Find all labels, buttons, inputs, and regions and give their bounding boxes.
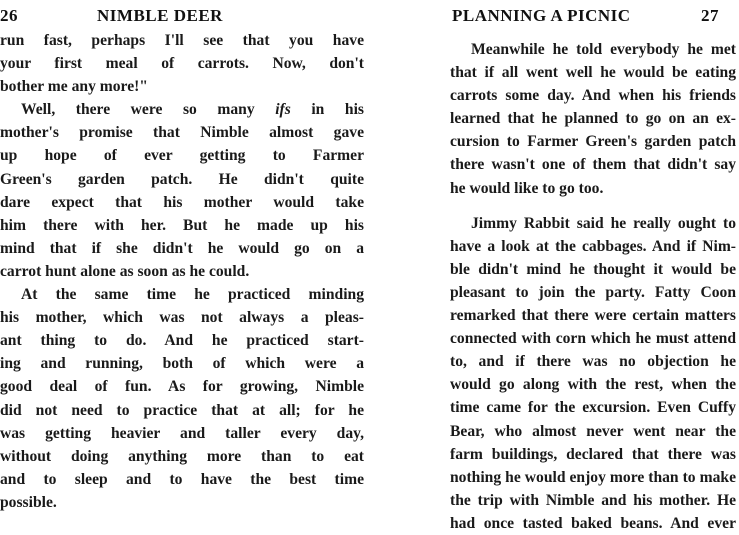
text-line: [0, 191, 364, 214]
text-line: [450, 512, 736, 535]
text-line: [450, 281, 736, 304]
text-segment: Jimmy Rabbit said he really ought to: [471, 214, 736, 232]
page-number: 26: [0, 6, 18, 25]
text-segment: nothing he would enjoy more than to make: [450, 468, 736, 486]
text-line: [0, 52, 364, 75]
text-segment: carrot hunt alone as soon as he could.: [0, 262, 250, 280]
text-segment: there wasn't one of them that didn't say: [450, 156, 736, 174]
text-segment: to, and if there was no objection he: [450, 353, 736, 371]
text-segment: Bear, who almost never went near the: [450, 422, 736, 440]
text-segment: At the same time he practiced minding: [21, 286, 364, 304]
text-line: [450, 61, 736, 84]
text-line: [450, 327, 736, 350]
text-segment: up hope of ever getting to Farmer: [0, 147, 364, 165]
text-segment: that if all went well he would be eating: [450, 64, 736, 82]
text-segment: mother's promise that Nimble almost gave: [0, 124, 364, 142]
body-text: [0, 29, 364, 514]
text-segment: dare expect that his mother would take: [0, 193, 364, 211]
text-segment: carrots some day. And when his friends: [450, 87, 736, 105]
text-segment: Meanwhile he told everybody he met: [471, 41, 736, 58]
text-line: [450, 38, 736, 61]
text-segment: connected with corn which he must attend: [450, 330, 736, 348]
running-title: NIMBLE DEER: [97, 6, 223, 25]
text-segment: possible.: [0, 493, 57, 511]
text-line: [0, 144, 364, 167]
text-segment: had once tasted baked beans. And ever: [450, 514, 736, 532]
text-segment: run fast, perhaps I'll see that you have: [0, 32, 364, 49]
text-segment: pleasant to join the party. Fatty Coon: [450, 283, 736, 301]
body-text: [450, 38, 736, 535]
text-line: [0, 214, 364, 237]
text-line: [0, 29, 364, 52]
text-line: [450, 350, 736, 373]
text-line: [0, 75, 364, 98]
text-segment: have a look at the cabbages. And if Nim-: [450, 237, 736, 255]
text-segment: ing and running, both of which were a: [0, 355, 364, 373]
text-segment: mind that if she didn't he would go on a: [0, 239, 364, 257]
text-line: [450, 396, 736, 419]
text-segment: ble didn't mind he thought it would be: [450, 260, 736, 278]
text-line: [0, 121, 364, 144]
text-line: [450, 373, 736, 396]
text-line: [450, 420, 736, 443]
text-line: [450, 489, 736, 512]
left-page: [0, 0, 372, 511]
running-title: PLANNING A PICNIC: [452, 6, 631, 25]
text-line: [450, 177, 736, 200]
text-line: [0, 468, 364, 491]
right-page: [372, 0, 739, 532]
text-line: [450, 212, 736, 235]
text-line: [450, 107, 736, 130]
text-line: [0, 422, 364, 445]
text-segment: and to sleep and to have the best time: [0, 470, 364, 488]
text-line: [0, 237, 364, 260]
text-line: [0, 98, 364, 121]
text-segment: Green's garden patch. He didn't quite: [0, 170, 364, 188]
text-segment: would go along with the rest, when the: [450, 376, 736, 394]
text-segment: he would like to go too.: [450, 179, 604, 197]
text-segment: farm buildings, declared that there was: [450, 445, 736, 463]
text-line: [450, 84, 736, 107]
text-segment: his mother, which was not always a pleas-: [0, 309, 364, 327]
text-line: [450, 466, 736, 489]
text-segment: was getting heavier and taller every day,: [0, 424, 364, 442]
text-segment: bother me any more!": [0, 78, 148, 96]
text-line: [450, 443, 736, 466]
text-line: [0, 352, 364, 375]
text-segment: him there with her. But he made up his: [0, 216, 364, 234]
text-line: [0, 491, 364, 514]
text-line: [0, 260, 364, 283]
text-segment: in his: [290, 101, 364, 119]
text-line: [0, 283, 364, 306]
text-segment: Well, there were so many: [21, 101, 276, 119]
text-segment: learned that he planned to go on an ex-: [450, 110, 736, 128]
text-line: [0, 329, 364, 352]
text-segment: ant thing to do. And he practiced start-: [0, 332, 364, 350]
text-line: [0, 445, 364, 468]
text-line: [450, 304, 736, 327]
text-line: [0, 399, 364, 422]
italic-word: ifs: [275, 101, 291, 119]
text-line: [0, 168, 364, 191]
page-number: 27: [701, 6, 719, 25]
text-segment: time came for the excursion. Even Cuffy: [450, 399, 736, 417]
text-segment: did not need to practice that at all; for he: [0, 401, 364, 419]
text-segment: without doing anything more than to eat: [0, 447, 364, 465]
text-segment: your first meal of carrots. Now, don't: [0, 55, 364, 73]
text-segment: good deal of fun. As for growing, Nimble: [0, 378, 364, 396]
text-line: [450, 235, 736, 258]
text-line: [450, 258, 736, 281]
text-line: [450, 153, 736, 176]
text-line: [0, 306, 364, 329]
text-segment: cursion to Farmer Green's garden patch: [450, 133, 736, 151]
text-segment: remarked that there were certain matters: [450, 307, 736, 325]
text-line: [0, 375, 364, 398]
text-line: [450, 130, 736, 153]
text-segment: the trip with Nimble and his mother. He: [450, 491, 736, 509]
